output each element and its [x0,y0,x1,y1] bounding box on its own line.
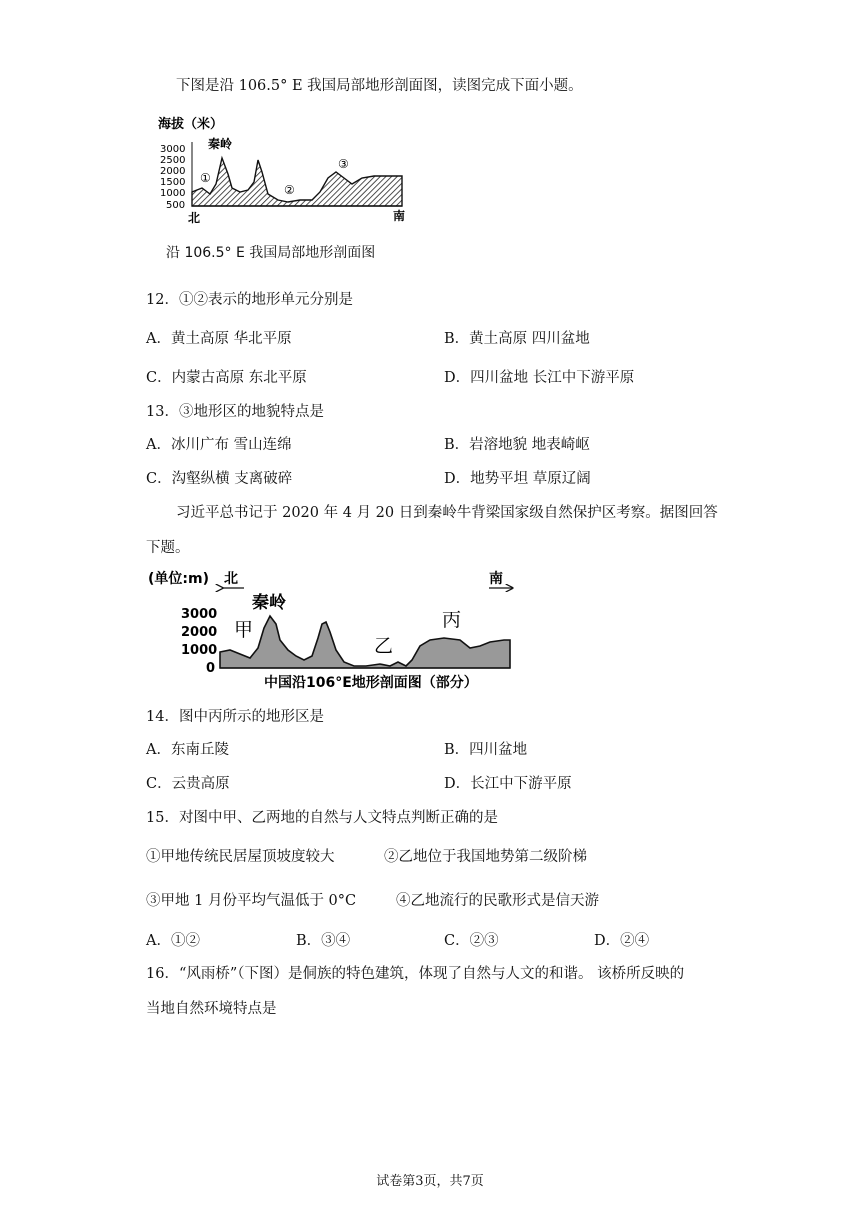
fig1-ytick-2000: 2000 [160,166,186,177]
fig2-north: 北 [224,571,238,587]
fig2-ytick-3000: 3000 [181,607,218,622]
fig1-profile [192,158,402,206]
fig1-caption: 沿 106.5° E 我国局部地形剖面图 [166,245,376,261]
q15-statement-3: ③甲地 1 月份平均气温低于 0°C [146,893,357,909]
page-footer: 试卷第3页，共7页 [376,1174,484,1189]
q13-option-d: D．地势平坦 草原辽阔 [444,471,591,487]
q12-option-c: C．内蒙古高原 东北平原 [146,370,307,386]
q15-option-d: D．②④ [594,933,650,949]
fig1-ytick-3000: 3000 [160,144,186,155]
q15-option-c: C．②③ [444,933,499,949]
q15-statement-4: ④乙地流行的民歌形式是信天游 [396,893,599,909]
q16-stem-line-1: 16．“风雨桥”（下图）是侗族的特色建筑，体现了自然与人文的和谐。 该桥所反映的 [146,966,685,982]
intro-text-1: 下图是沿 106.5° E 我国局部地形剖面图，读图完成下面小题。 [176,78,583,94]
terrain-profile-figure-1 [150,112,420,230]
q14-option-b: B．四川盆地 [444,742,528,758]
q15-option-a: A．①② [146,933,200,949]
fig2-south: 南 [489,571,503,587]
q15-statement-2: ②乙地位于我国地势第二级阶梯 [384,849,587,865]
fig1-ytick-2500: 2500 [160,155,186,166]
q13-stem: 13．③地形区的地貌特点是 [146,404,324,420]
q12-option-a: A．黄土高原 华北平原 [146,331,292,347]
fig1-marker-2: ② [284,183,295,197]
fig1-south: 南 [393,209,406,223]
fig2-label-yi: 乙 [374,635,394,657]
q15-stem: 15．对图中甲、乙两地的自然与人文特点判断正确的是 [146,810,498,826]
q13-option-c: C．沟壑纵横 支离破碎 [146,471,293,487]
q13-option-a: A．冰川广布 雪山连绵 [146,437,292,453]
fig2-unit: (单位:m) [148,571,209,587]
q15-statement-1: ①甲地传统民居屋顶坡度较大 [146,849,335,865]
fig2-ytick-2000: 2000 [181,625,218,640]
q16-stem-line-2: 当地自然环境特点是 [146,1001,277,1017]
fig1-ytick-500: 500 [166,200,186,211]
q14-option-a: A．东南丘陵 [146,742,229,758]
q12-stem: 12．①②表示的地形单元分别是 [146,292,353,308]
q12-option-b: B．黄土高原 四川盆地 [444,331,590,347]
fig2-ytick-1000: 1000 [181,643,218,658]
fig1-ytick-1000: 1000 [160,188,186,199]
fig1-ylabel: 海拔（米） [158,117,224,132]
fig2-label-jia: 甲 [234,619,254,641]
q12-option-d: D．四川盆地 长江中下游平原 [444,370,635,386]
fig2-ytick-0: 0 [206,661,216,676]
fig2-label-bing: 丙 [442,609,462,631]
fig2-profile [220,616,510,668]
intro-text-2-line-1: 习近平总书记于 2020 年 4 月 20 日到秦岭牛背梁国家级自然保护区考察。据图回答 [176,505,718,521]
q13-option-b: B．岩溶地貌 地表崎岖 [444,437,590,453]
intro-text-2-line-2: 下题。 [146,540,190,556]
q14-option-d: D．长江中下游平原 [444,776,572,792]
fig1-ytick-1500: 1500 [160,177,186,188]
fig1-north: 北 [188,211,201,225]
fig2-caption: 中国沿106°E地形剖面图（部分） [264,675,478,691]
terrain-profile-figure-2 [144,566,524,694]
fig1-peak-label: 秦岭 [208,137,233,151]
fig1-marker-1: ① [200,171,211,185]
fig1-marker-3: ③ [338,157,349,171]
fig2-peak-label: 秦岭 [252,593,286,613]
q14-option-c: C．云贵高原 [146,776,230,792]
q15-option-b: B．③④ [296,933,351,949]
q14-stem: 14．图中丙所示的地形区是 [146,709,324,725]
